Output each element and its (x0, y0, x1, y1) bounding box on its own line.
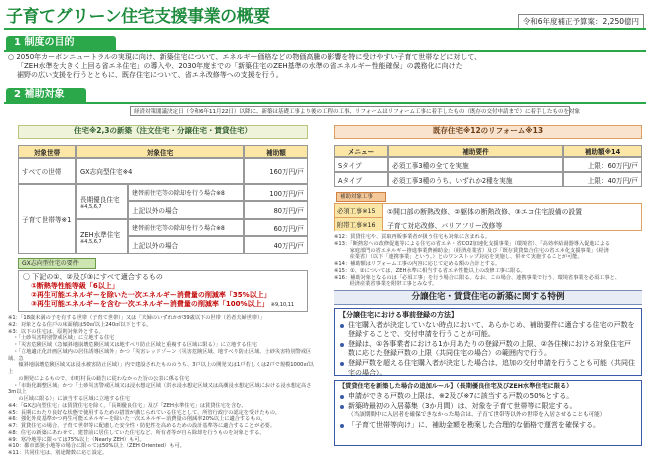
add-label: 附帯工事※16 (335, 218, 383, 231)
a-type: Aタイプ (334, 172, 388, 187)
footnote-line: ※4：「GX志向型住宅」は賃貸住宅を除く。「長期優良住宅」及び「ZEH水準住宅」は賃貸住宅を含む。 (8, 402, 247, 409)
reform-footnote-line: 家庭部門の省エネルギー推進事業費補助金」（経済産業省）及び「既存賃貸集合住宅の省エネ化支援事業」（経済 (334, 247, 609, 254)
col-house-header: 対象住宅 (76, 145, 244, 158)
house-zeh (76, 219, 128, 254)
amount-gx: 160万円/戸 (244, 158, 308, 184)
gx-req-3: ③再生可能エネルギーを含む一次エネルギー消費量の削減率「100%以上」 (31, 300, 269, 309)
house-long-note: ※4,5,6,7 (80, 203, 102, 210)
work-box (334, 203, 642, 231)
footnote-line: ※3：以下の住宅は、原則対象外とする。 (8, 328, 104, 335)
special-item: 申請ができる戸数の上限は、※2及び※7に該当する戸数の50%とする。 (339, 392, 637, 401)
section-2-tab: 2 補助対象 (6, 88, 86, 102)
house-zeh-note: ※4,5,6,7 (80, 238, 102, 245)
gx-req-intro: 〇 下記の①、②及び③にすべて適合するもの (23, 273, 163, 281)
footnote-line: ※10：都市部狭小地等の場合に限っては50%以上（ZEH Oriented）も可。 (8, 443, 185, 450)
zeh-other: 上記以外の場合 (128, 236, 244, 254)
footnote-line: ※2：対象となる住戸の床面積は50㎡以上240㎡以下とする。 (8, 321, 152, 328)
page-title: 子育てグリーン住宅支援事業の概要 (6, 7, 270, 27)
col-menu-header: メニュー (334, 145, 388, 157)
work-label: 補助対象工事 (336, 192, 386, 202)
special-item: 「子育て世帯等向け」に、補助金額を勘案した合理的な価格で運営を確保する。 (339, 421, 637, 430)
footnote-line: ※11：共同住宅は、別途階数に応じ設定。 (8, 450, 108, 456)
add-text: 子育て対応改修、バリアフリー改修等 (387, 222, 503, 230)
gx-req-box (18, 270, 308, 312)
special-box-2-list (339, 392, 637, 430)
reform-footnote-line: ※16：補助対象となるのは「必須工事」を行う場合に限る。なお、この場合、連携事業で行う、環境省事業を必須工事と、 (334, 274, 620, 281)
newbuild-title: 住宅※2,3の新築（注文住宅・分譲住宅・賃貸住宅） (18, 125, 308, 139)
section-2-bar (4, 102, 646, 104)
footnote-line: ※7：賃貸住宅の場合、子育て世帯等に配慮した安全性・防犯性を高めるための設計基準等に適合することが必要。 (8, 423, 276, 429)
gx-req-3-note: ※9,10,11 (270, 302, 295, 309)
s-amount: 上限：60万円/戸 (563, 157, 642, 172)
footnote-line: ・「立地適正化計画区域内の居住誘導区域外」かつ「災害レッドゾーン（災害危険区域、地すべり防止区域、土砂災害特別警戒区域、急 (8, 348, 312, 362)
col-target-header: 対象世帯 (18, 145, 76, 158)
amount-zeh-1: 60万円/戸 (244, 219, 308, 236)
footnote-line: ・「災害危険区域（急傾斜地崩壊危険区域又は地すべり防止区域と重複する区域に限る）」に立地する住宅 (8, 342, 257, 348)
gx-req-label: GX志向型住宅の要件 (18, 258, 96, 269)
reform-footnote-line: ※15：①、②については、ZEH水準に相当する省エネ性能以上の改修工事に限る。 (334, 267, 526, 274)
special-item: 登録戸数を超える住宅購入者が決定した場合は、追加の交付申請を行うことも可能（共同住宅の場合）。 (339, 359, 637, 377)
reform-footnote-line: 産業省）（以下「連携事業」という。）とのワンストップ対応を実施し、併せて実施することが可能。 (334, 254, 583, 261)
footnote-line: ※1：「18歳未満の子を有する世帯（子育て世帯）」又は「夫婦のいずれかが39歳以下の世帯（若者夫婦世帯）」 (8, 315, 265, 321)
section-1-tab: 1 制度の目的 (6, 36, 116, 50)
reform-footnote-line: ※12：賃貸住宅や、買取再販事業者が扱う住宅も対象に含まれる。 (334, 234, 491, 240)
special-item: （当該期間中に入居者を確保できなかった場合は、子育て世帯等以外の世帯を入居させることも可能） (348, 412, 606, 419)
col-amount-header: 補助額 (244, 145, 308, 158)
special-box-1-title: 【分譲住宅における事前登録の方法】 (339, 311, 458, 319)
zeh-rebuild: 建替前住宅等の除却を行う場合※8 (128, 219, 244, 236)
purpose-line-1: ○ 2050年カーボンニュートラルの実現に向け、新築住宅について、エネルギー価格などの物価高騰の影響を特に受けやすい子育て世帯などに対して、 (8, 53, 482, 61)
budget-badge: 令和6年度補正予算案：2,250億円 (518, 14, 644, 29)
bullet-dot-icon (340, 424, 344, 428)
footnote-line: の区域に限る）」に該当する区域に立地する住宅 (8, 396, 130, 402)
gx-req-2: ②再生可能エネルギーを除いた一次エネルギー消費量の削減率「35%以上」 (31, 291, 271, 300)
section-2-note: 経済対策閣議決定日（令和6年11月22日）以降に、新築は基礎工事より後の工程の工事、リフォームはリフォーム工事に着手したもの（既存の交付申請まで）に着手したものを対象 (130, 106, 570, 116)
a-amount: 上限：40万円/戸 (563, 172, 642, 187)
bullet-dot-icon (340, 405, 344, 409)
col-reform-amount-header: 補助額※14 (563, 145, 642, 157)
house-long (76, 184, 128, 219)
a-work: 必須工事3種のうち、いずれか2種を実施 (388, 172, 563, 187)
bullet-dot-icon (340, 362, 344, 366)
section-1-text (8, 53, 644, 80)
title-rule (4, 28, 646, 30)
footnote-line: 傾斜地崩壊危険区域又は浸水被害防止区域）」内で建設されたもののうち、3戸以上の開発又は1戸若しくは2戸で規模1000㎡以上 (8, 362, 314, 375)
footnote-line: ・「土砂災害特別警戒区域」に立地する住宅 (8, 335, 115, 342)
req-text: ①開口部の断熱改修、②躯体の断熱改修、③エコ住宅設備の設置 (387, 208, 582, 216)
special-item: 登録は、①各事業者における1か月あたりの登録戸数の上限、②各住棟における対象住宅戸数に応じた登録戸数の上限（共同住宅の場合）の範囲内で行う。 (339, 340, 637, 358)
footnote-line: ※5：長期にわたり良好な状態で使用するための措置が講じられている住宅として、所管行政庁の認定を受けたもの。 (8, 409, 280, 416)
purpose-line-2: 「ZEH水準を大きく上回る省エネ住宅」の導入や、2030年度までの「新築住宅のZEH基準の水準の省エネルギー性能確保」の義務化に向けた (17, 62, 463, 71)
reform-notes (334, 234, 644, 286)
section-1-bar (4, 50, 646, 52)
bullet-dot-icon (340, 324, 344, 328)
footnote-line: ※8：住宅の新築にあわせて、建替前に居住していた住宅など、所有者等が自ら除却を行うものを対象とする。 (8, 429, 265, 436)
special-box-2-title: 【賃貸住宅を新築した場合の追加ルール】（長期優良住宅及びZEH水準住宅に限る） (339, 383, 573, 390)
house-gx: GX志向型住宅※4 (76, 158, 244, 184)
bullet-dot-icon (340, 395, 344, 399)
target-all: すべての世帯 (18, 158, 76, 184)
footnote-line: ・「市街化調整区域」かつ「土砂災害警戒区域又は浸水想定区域（洪水浸水想定区域又は高潮浸水想定区域における浸水想定高さ3m以上 (8, 382, 312, 396)
left-notes (8, 315, 318, 456)
special-item: 住宅購入者が決定していない時点において、あらかじめ、補助要件に適合する住宅の戸数を登録することで、交付申請を行うことが可能。 (339, 321, 637, 339)
amount-zeh-2: 40万円/戸 (244, 236, 308, 254)
bullet-dot-icon (340, 343, 344, 347)
footnote-line: の開発によるもので、市町村長の勧告に従わなかった旨の公表に係る住宅 (8, 375, 190, 382)
amount-long-2: 80万円/戸 (244, 201, 308, 219)
amount-long-1: 100万円/戸 (244, 184, 308, 201)
special-title: 分譲住宅・賃貸住宅の新築に関する特例 (334, 290, 642, 305)
s-work: 必須工事3種の全てを実施 (388, 157, 563, 172)
purpose-line-3: 裾野の広い支援を行うとともに、既存住宅について、省エネ改修等への支援を行う。 (17, 71, 283, 80)
gx-req-1: ①断熱等性能等級「6以上」 (31, 282, 119, 291)
reform-footnote-line: 経済産業省事業を附帯工事とみなす。 (334, 281, 438, 288)
s-type: Sタイプ (334, 157, 388, 172)
target-family: 子育て世帯等※1 (18, 184, 76, 254)
special-item: 新築時最初の入居募集（3か月間）は、対象を子育て世帯等に限定する。 (339, 402, 637, 411)
long-rebuild: 建替前住宅等の除却を行う場合※8 (128, 184, 244, 201)
col-work-header: 補助要件 (388, 145, 563, 157)
req-label: 必須工事※15 (335, 204, 383, 218)
special-box-1-list (339, 321, 637, 378)
footnote-line: ※6：強化外皮基準かつ再生可能エネルギーを除いた一次エネルギー消費量の削減率20%以上に適合するもの。 (8, 416, 266, 423)
reform-title: 既存住宅※12のリフォーム※13 (334, 125, 642, 139)
special-box-2 (334, 380, 642, 446)
long-other: 上記以外の場合 (128, 201, 244, 219)
reform-footnote-line: ※14：補助額はリフォーム工事の内容に応じて定める額の合計とする。 (334, 261, 501, 267)
house-long-label: 長期優良住宅 (80, 195, 120, 204)
house-zeh-label: ZEH水準住宅 (80, 230, 121, 239)
footnote-line: ※9：寒冷地等に限っては75%以上（Nearly ZEH）も可。 (8, 436, 145, 443)
reform-footnote-line: ※13：「断熱窓への改修促進等による住宅の省エネ・省CO2加速化支援事業」（環境省）、「高効率給湯器導入促進による (334, 240, 611, 247)
special-box-1 (334, 308, 642, 376)
